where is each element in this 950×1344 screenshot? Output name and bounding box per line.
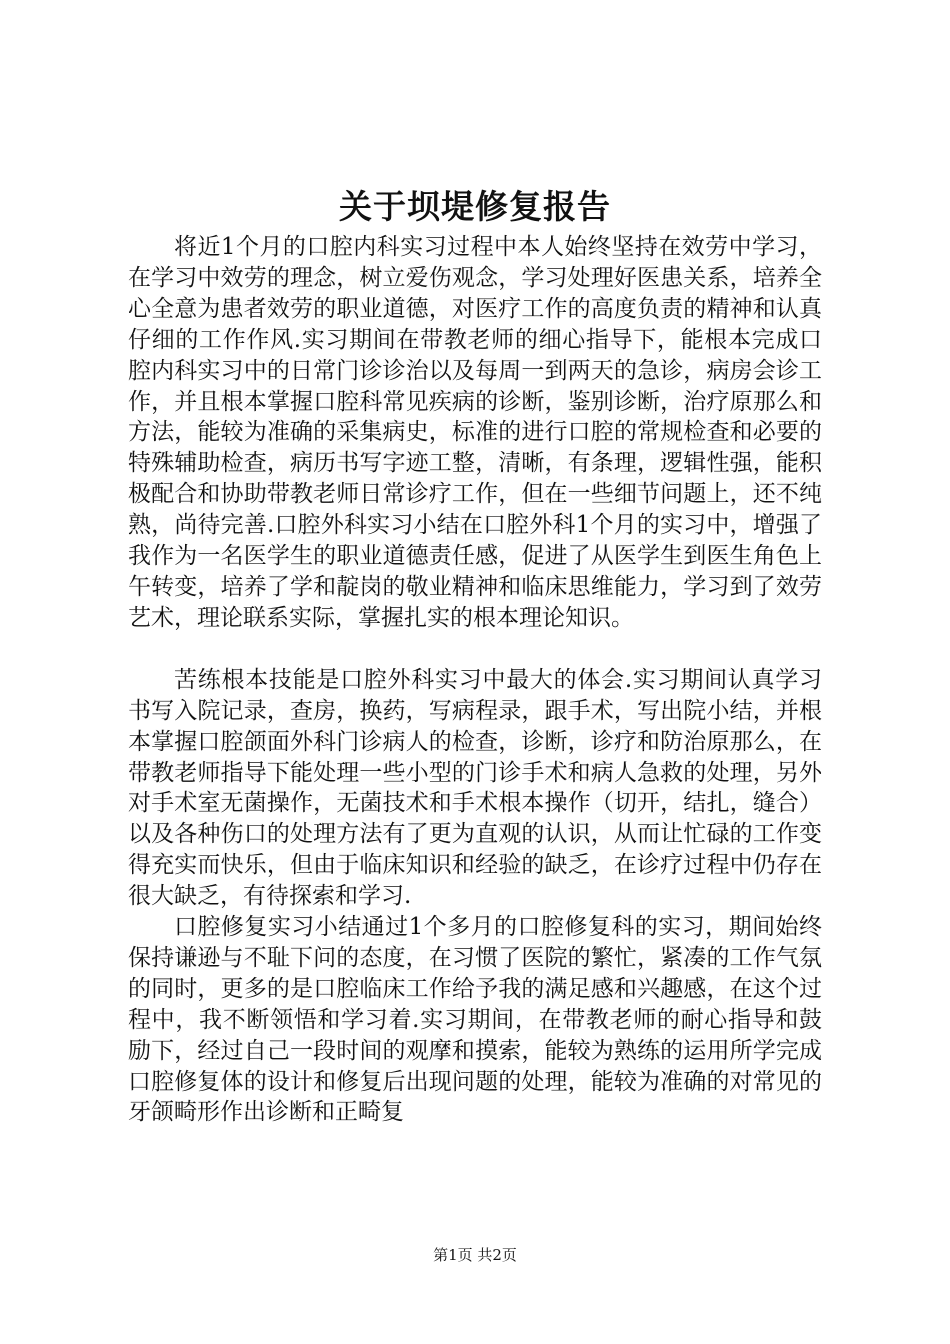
page-footer: 第1页 共2页 bbox=[433, 1246, 517, 1264]
paragraph-1: 将近1个月的口腔内科实习过程中本人始终坚持在效劳中学习，在学习中效劳的理念，树立爱伤观念，学习处理好医患关系，培养全心全意为患者效劳的职业道德，对医疗工作的高度负责的精神和认真仔细的工作作风.实习期间在带教老师的细心指导下，能根本完成口腔内科实习中的日常门诊诊治以及每周一到两天的急诊，病房会诊工作，并且根本掌握口腔科常见疾病的诊断，鉴别诊断，治疗原那么和方法，能较为准确的采集病史，标准的进行口腔的常规检查和必要的特殊辅助检查，病历书写字迹工整，清晰，有条理，逻辑性强，能积极配合和协助带教老师日常诊疗工作，但在一些细节问题上，还不纯熟，尚待完善.口腔外科实习小结在口腔外科1个月的实习中，增强了我作为一名医学生的职业道德责任感，促进了从医学生到医生角色上午转变，培养了学和靛岗的敬业精神和临床思维能力，学习到了效劳艺术，理论联系实际，掌握扎实的根本理论知识。 bbox=[128, 234, 822, 631]
paragraph-3: 口腔修复实习小结通过1个多月的口腔修复科的实习，期间始终保持谦逊与不耻下问的态度，在习惯了医院的繁忙，紧凑的工作气氛的同时，更多的是口腔临床工作给予我的满足感和兴趣感，在这个过程中，我不断领悟和学习着.实习期间，在带教老师的耐心指导和鼓励下，经过自己一段时间的观摩和摸索，能较为熟练的运用所学完成口腔修复体的设计和修复后出现问题的处理，能较为准确的对常见的牙颌畸形作出诊断和正畸复 bbox=[128, 914, 822, 1126]
paragraph-2: 苦练根本技能是口腔外科实习中最大的体会.实习期间认真学习书写入院记录，查房，换药，写病程录，跟手术，写出院小结，并根本掌握口腔颌面外科门诊病人的检查，诊断，诊疗和防治原那么，在带教老师指导下能处理一些小型的门诊手术和病人急救的处理，另外对手术室无菌操作，无菌技术和手术根本操作（切开，结扎，缝合）以及各种伤口的处理方法有了更为直观的认识，从而让忙碌的工作变得充实而快乐，但由于临床知识和经验的缺乏，在诊疗过程中仍存在很大缺乏，有待探索和学习. bbox=[128, 666, 822, 910]
document-body bbox=[128, 232, 822, 1128]
document-title: 关于坝堤修复报告 bbox=[339, 187, 611, 226]
